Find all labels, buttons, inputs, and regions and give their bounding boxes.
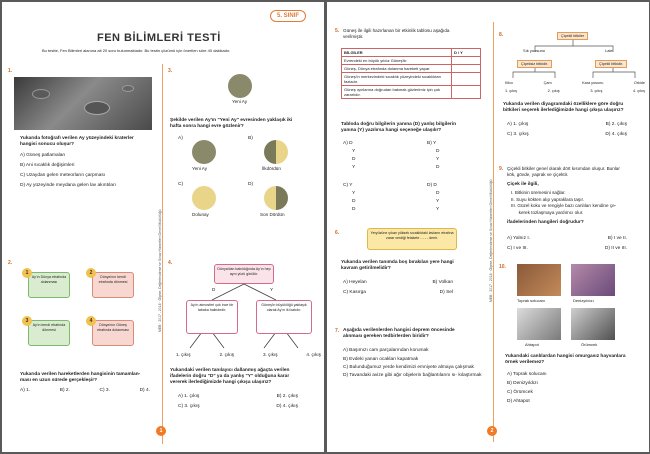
- phase-label: Dolunay: [192, 212, 209, 217]
- option-c[interactable]: C) Bulunduğumuz yerde kendimizi emniyete almaya çalışmak: [343, 365, 474, 370]
- branch-d-label: D: [212, 287, 216, 292]
- table-header: BİLGİLER: [342, 49, 452, 57]
- question-number: 7.: [335, 328, 340, 334]
- full-moon-icon: [192, 186, 216, 210]
- question-number: 10.: [499, 264, 506, 270]
- animal-caption: Toprak solucanı: [517, 298, 546, 303]
- spider-photo: [571, 308, 615, 340]
- statement-item: III. Güzel koku ve rengiyle bazı canlıları kendine çe-: [511, 203, 617, 208]
- question-stem: ifadelerinden hangileri doğrudur?: [507, 220, 584, 225]
- definition-banner: Yeryüzüne çıkan yüksek sıcaklıktaki lavların etrafına zarar verdiği felakete - - - - denir.: [367, 228, 457, 250]
- option-c[interactable]: C) 3. çıkış: [178, 404, 200, 409]
- animal-caption: Denizyıldızı: [573, 298, 594, 303]
- new-moon-icon: [192, 140, 216, 164]
- motion-card-3: Ay'ın kendi etrafında dönmesi: [28, 320, 70, 346]
- option-c[interactable]: C) I ve III.: [507, 246, 528, 251]
- option-c[interactable]: C) Uzaydan gelen meteorların çarpması: [20, 173, 106, 178]
- table-header: D / Y: [452, 49, 481, 57]
- tree-exits: 1. çıkış 2. çıkış 3. çıkış 4. çıkış: [176, 352, 321, 357]
- page-number: 2: [487, 426, 497, 436]
- option-a[interactable]: A) Toprak solucanı: [507, 372, 547, 377]
- moon-surface-photo: [14, 77, 152, 130]
- moon-caption: Yeni Ay: [232, 99, 248, 104]
- animal-caption: Ahtapot: [525, 342, 539, 347]
- option-b[interactable]: B) 2. çıkış: [276, 394, 298, 399]
- question-stem: Yukarıdaki canlılardan hangisi omurgasız hayvanlara örnek verilemez?: [505, 354, 626, 366]
- tree-right-statement: Güneş'in büyüklüğü yaklaşık olarak Ay'ın iki katıdır.: [256, 300, 312, 334]
- option-b[interactable]: B): [248, 136, 253, 141]
- option-d[interactable]: D): [248, 182, 254, 187]
- sun-facts-table: [341, 48, 481, 99]
- option-b[interactable]: B) Y D Y D: [427, 141, 440, 170]
- octopus-photo: [517, 308, 561, 340]
- question-number: 4.: [168, 260, 173, 266]
- page-title: FEN BİLİMLERİ TESTİ: [97, 32, 221, 44]
- question-number: 6.: [335, 230, 340, 236]
- motion-card-1: Ay'ın Dünya etrafında dolanması: [28, 272, 70, 298]
- question-stem: Aşağıda verilenlerden hangisi deprem öncesinde alınması gereken tedbirlerden biridir?: [343, 328, 455, 340]
- option-d[interactable]: D) D D Y Y: [427, 183, 440, 212]
- option-b[interactable]: B) 2. çıkış: [605, 122, 627, 127]
- statements-heading: Çiçek ile ilgili,: [507, 182, 539, 187]
- test-page-1: [2, 2, 324, 452]
- option-a[interactable]: A) 1.: [20, 388, 31, 393]
- question-stem: Yukarıda verilen hareketlerden hangisinin tamamlan- ması en uzun sürede gerçekleşir?: [20, 372, 141, 384]
- option-c[interactable]: C) Y Y D D: [343, 183, 356, 212]
- diagram-leaves: Kilıcı Çam Kara yosunu Orkide: [505, 81, 645, 85]
- option-a[interactable]: A) 1. çıkış: [178, 394, 200, 399]
- option-d[interactable]: D) Ahtapot: [507, 399, 530, 404]
- test-intro: Bu testte, Fen Bilimleri alanına ait 20 soru bulunmaktadır. Bu testin çözümü için önerilen süre 40 dakikadır.: [42, 48, 231, 53]
- statement-item: kerek tozlaşmaya yardımcı olur.: [511, 209, 584, 215]
- question-stem: Şekilde verilen Ay'ın "Yeni Ay" evresinden yaklaşık iki hafta sonra hangi evre gözlenir?: [170, 118, 293, 130]
- option-c[interactable]: C) 3.: [99, 388, 110, 393]
- option-b[interactable]: B) Denizyıldızı: [507, 381, 538, 386]
- page-number: 1: [156, 426, 166, 436]
- option-d[interactable]: D) 4. çıkış: [605, 132, 627, 137]
- option-a[interactable]: A): [178, 136, 183, 141]
- table-row: Güneş'in merkezindeki sıcaklık yüzeyindeki sıcaklıktan fazladır.: [342, 73, 481, 86]
- option-a[interactable]: A) Güneş patlamaları: [20, 153, 66, 158]
- option-d[interactable]: D) Ay yüzeyinde meydana gelen lav akıntıları: [20, 183, 116, 188]
- option-c[interactable]: C) Örümcek: [507, 390, 533, 395]
- column-divider: [493, 22, 494, 442]
- grade-badge: 5. SINIF: [270, 10, 306, 22]
- option-b[interactable]: B) I ve II.: [607, 236, 627, 241]
- tree-root-statement: Dünya'dan bakıldığında Ay'ın hep aynı yüzü görülür.: [214, 264, 274, 284]
- earthworm-photo: [517, 264, 561, 296]
- diagram-exits: 1. çıkış 2. çıkış 3. çıkış 4. çıkış: [505, 89, 645, 93]
- question-stem: Yukarıdaki verilen tanılayıcı dallanmış ağaçta verilen ifadelerin doğru "D" ya da yanlış "Y" olduğuna karar vererek ilerlediğimizde hangi çıkışa ulaşırız?: [170, 368, 290, 386]
- animal-caption: Örümcek: [581, 342, 598, 347]
- table-row: Evrendeki en büyük yıldız Güneş'tir.: [342, 57, 481, 65]
- option-b[interactable]: B) Evdeki yanan ocakları kapatmak: [343, 357, 419, 362]
- question-intro: Çiçekli bitkiler genel olarak dört kısımdan oluşur. Bunlar kök, gövde, yaprak ve çiçektir.: [507, 166, 620, 177]
- option-d[interactable]: D) Tavandaki avize gibi ağır objelerin bağlantılarını sı- kılaştırmak: [343, 373, 482, 378]
- answer-options: [20, 151, 116, 191]
- question-intro: Güneş ile ilgili hazırlanan bir etkinlik tablosu aşağıda verilmiştir.: [343, 28, 450, 39]
- branch-y-label: Y: [270, 287, 274, 292]
- question-stem: Tabloda doğru bilgilerin yanına (D) yanlış bilgilerin yanına (Y) yazılırsa hangi seçeneğe ulaşılır?: [341, 122, 457, 134]
- option-c[interactable]: C) Kasırga: [343, 290, 366, 295]
- card-number-4: 4: [86, 316, 96, 326]
- motion-card-2: Dünya'nın kendi etrafında dönmesi: [92, 272, 134, 298]
- option-d[interactable]: D) Sel: [439, 290, 453, 295]
- option-d[interactable]: D) 4. çıkış: [276, 404, 298, 409]
- answer-options: [343, 346, 485, 379]
- table-row: Güneş ışınlarına doğrudan bakmak gözlerimiz için çok zararlıdır.: [342, 86, 481, 99]
- option-c[interactable]: C): [178, 182, 184, 187]
- question-stem: Yukarıda verilen diyagramdaki özelliklere göre doğru bitkileri seçerek ilerlediğimizde hangi çıkışa ulaşırız?: [503, 102, 624, 114]
- option-a[interactable]: A) Heyelan: [343, 280, 367, 285]
- right-branch-label: Lale: [605, 48, 613, 53]
- answer-options: [507, 370, 547, 406]
- phase-label: Yeni Ay: [192, 166, 208, 171]
- new-moon-image: [228, 74, 252, 98]
- option-d[interactable]: D) II ve III.: [604, 246, 627, 251]
- starfish-photo: [571, 264, 615, 296]
- question-stem: Yukarıda verilen tanımda boş bırakılan yere hangi kavram getirilmelidir?: [341, 260, 454, 272]
- side-footer-text: MEB · 2017 - 2018 · Ölçme, Değerlendirme ve Sınav Hizmetleri Genel Müdürlüğü: [489, 179, 493, 302]
- card-number-3: 3: [22, 316, 32, 326]
- option-b[interactable]: B) 2.: [59, 388, 70, 393]
- diagram-node-right: Çiçekli bitkidir.: [595, 60, 627, 68]
- phase-label: İlkdördün: [262, 166, 281, 171]
- test-page-2: [327, 2, 649, 452]
- question-number: 8.: [499, 32, 504, 38]
- answer-options: [20, 388, 150, 393]
- first-quarter-moon-icon: [264, 140, 288, 164]
- option-a[interactable]: A) D Y D Y: [343, 141, 356, 170]
- diagram-root: Çiçekli bitkiler: [557, 32, 588, 40]
- motion-card-4: Dünya'nın Güneş etrafında dolanması: [92, 320, 134, 346]
- answer-options: [507, 234, 627, 254]
- question-stem: Yukarıda fotoğrafı verilen Ay yüzeyindeki kraterler hangisi sonucu oluşur?: [20, 136, 134, 148]
- side-footer-text: MEB · 2017 - 2018 · Ölçme, Değerlendirme ve Sınav Hizmetleri Genel Müdürlüğü: [158, 209, 162, 332]
- table-row: Güneş, Dünya etrafında dolanma hareketi yapar.: [342, 65, 481, 73]
- statement-list: [511, 190, 645, 216]
- option-b[interactable]: B) Ani sıcaklık değişimleri: [20, 163, 75, 168]
- question-number: 2.: [8, 260, 13, 266]
- tree-left-statement: Ay'ın atmosferi çok ince bir tabaka halindedir.: [186, 300, 238, 334]
- option-a[interactable]: A) Başımızı cam parçalarından korumak: [343, 348, 429, 353]
- option-d[interactable]: D) 4.: [139, 388, 150, 393]
- answer-options: [507, 120, 627, 140]
- phase-label: Son Dördün: [260, 212, 285, 217]
- diagram-node-left: Çiçeksiz bitkidir.: [517, 60, 552, 68]
- question-number: 1.: [8, 68, 13, 74]
- left-branch-label: Sık yoosunu: [523, 48, 546, 53]
- option-a[interactable]: A) Yalnız I.: [507, 236, 531, 241]
- card-number-1: 1: [22, 268, 32, 278]
- last-quarter-moon-icon: [264, 186, 288, 210]
- answer-options: [178, 392, 298, 412]
- answer-options: [343, 278, 453, 298]
- option-c[interactable]: C) 3. çıkış: [507, 132, 529, 137]
- option-a[interactable]: A) 1. çıkış: [507, 122, 529, 127]
- statement-item: II. Suyu kökten alıp yapraklara taşır.: [511, 196, 585, 202]
- question-number: 3.: [168, 68, 173, 74]
- question-number: 5.: [335, 28, 340, 34]
- column-divider: [162, 64, 163, 444]
- card-number-2: 2: [86, 268, 96, 278]
- question-number: 9.: [499, 166, 504, 172]
- option-b[interactable]: B) Volkan: [432, 280, 453, 285]
- statement-item: I. Bitkinin üremesini sağlar.: [511, 190, 566, 195]
